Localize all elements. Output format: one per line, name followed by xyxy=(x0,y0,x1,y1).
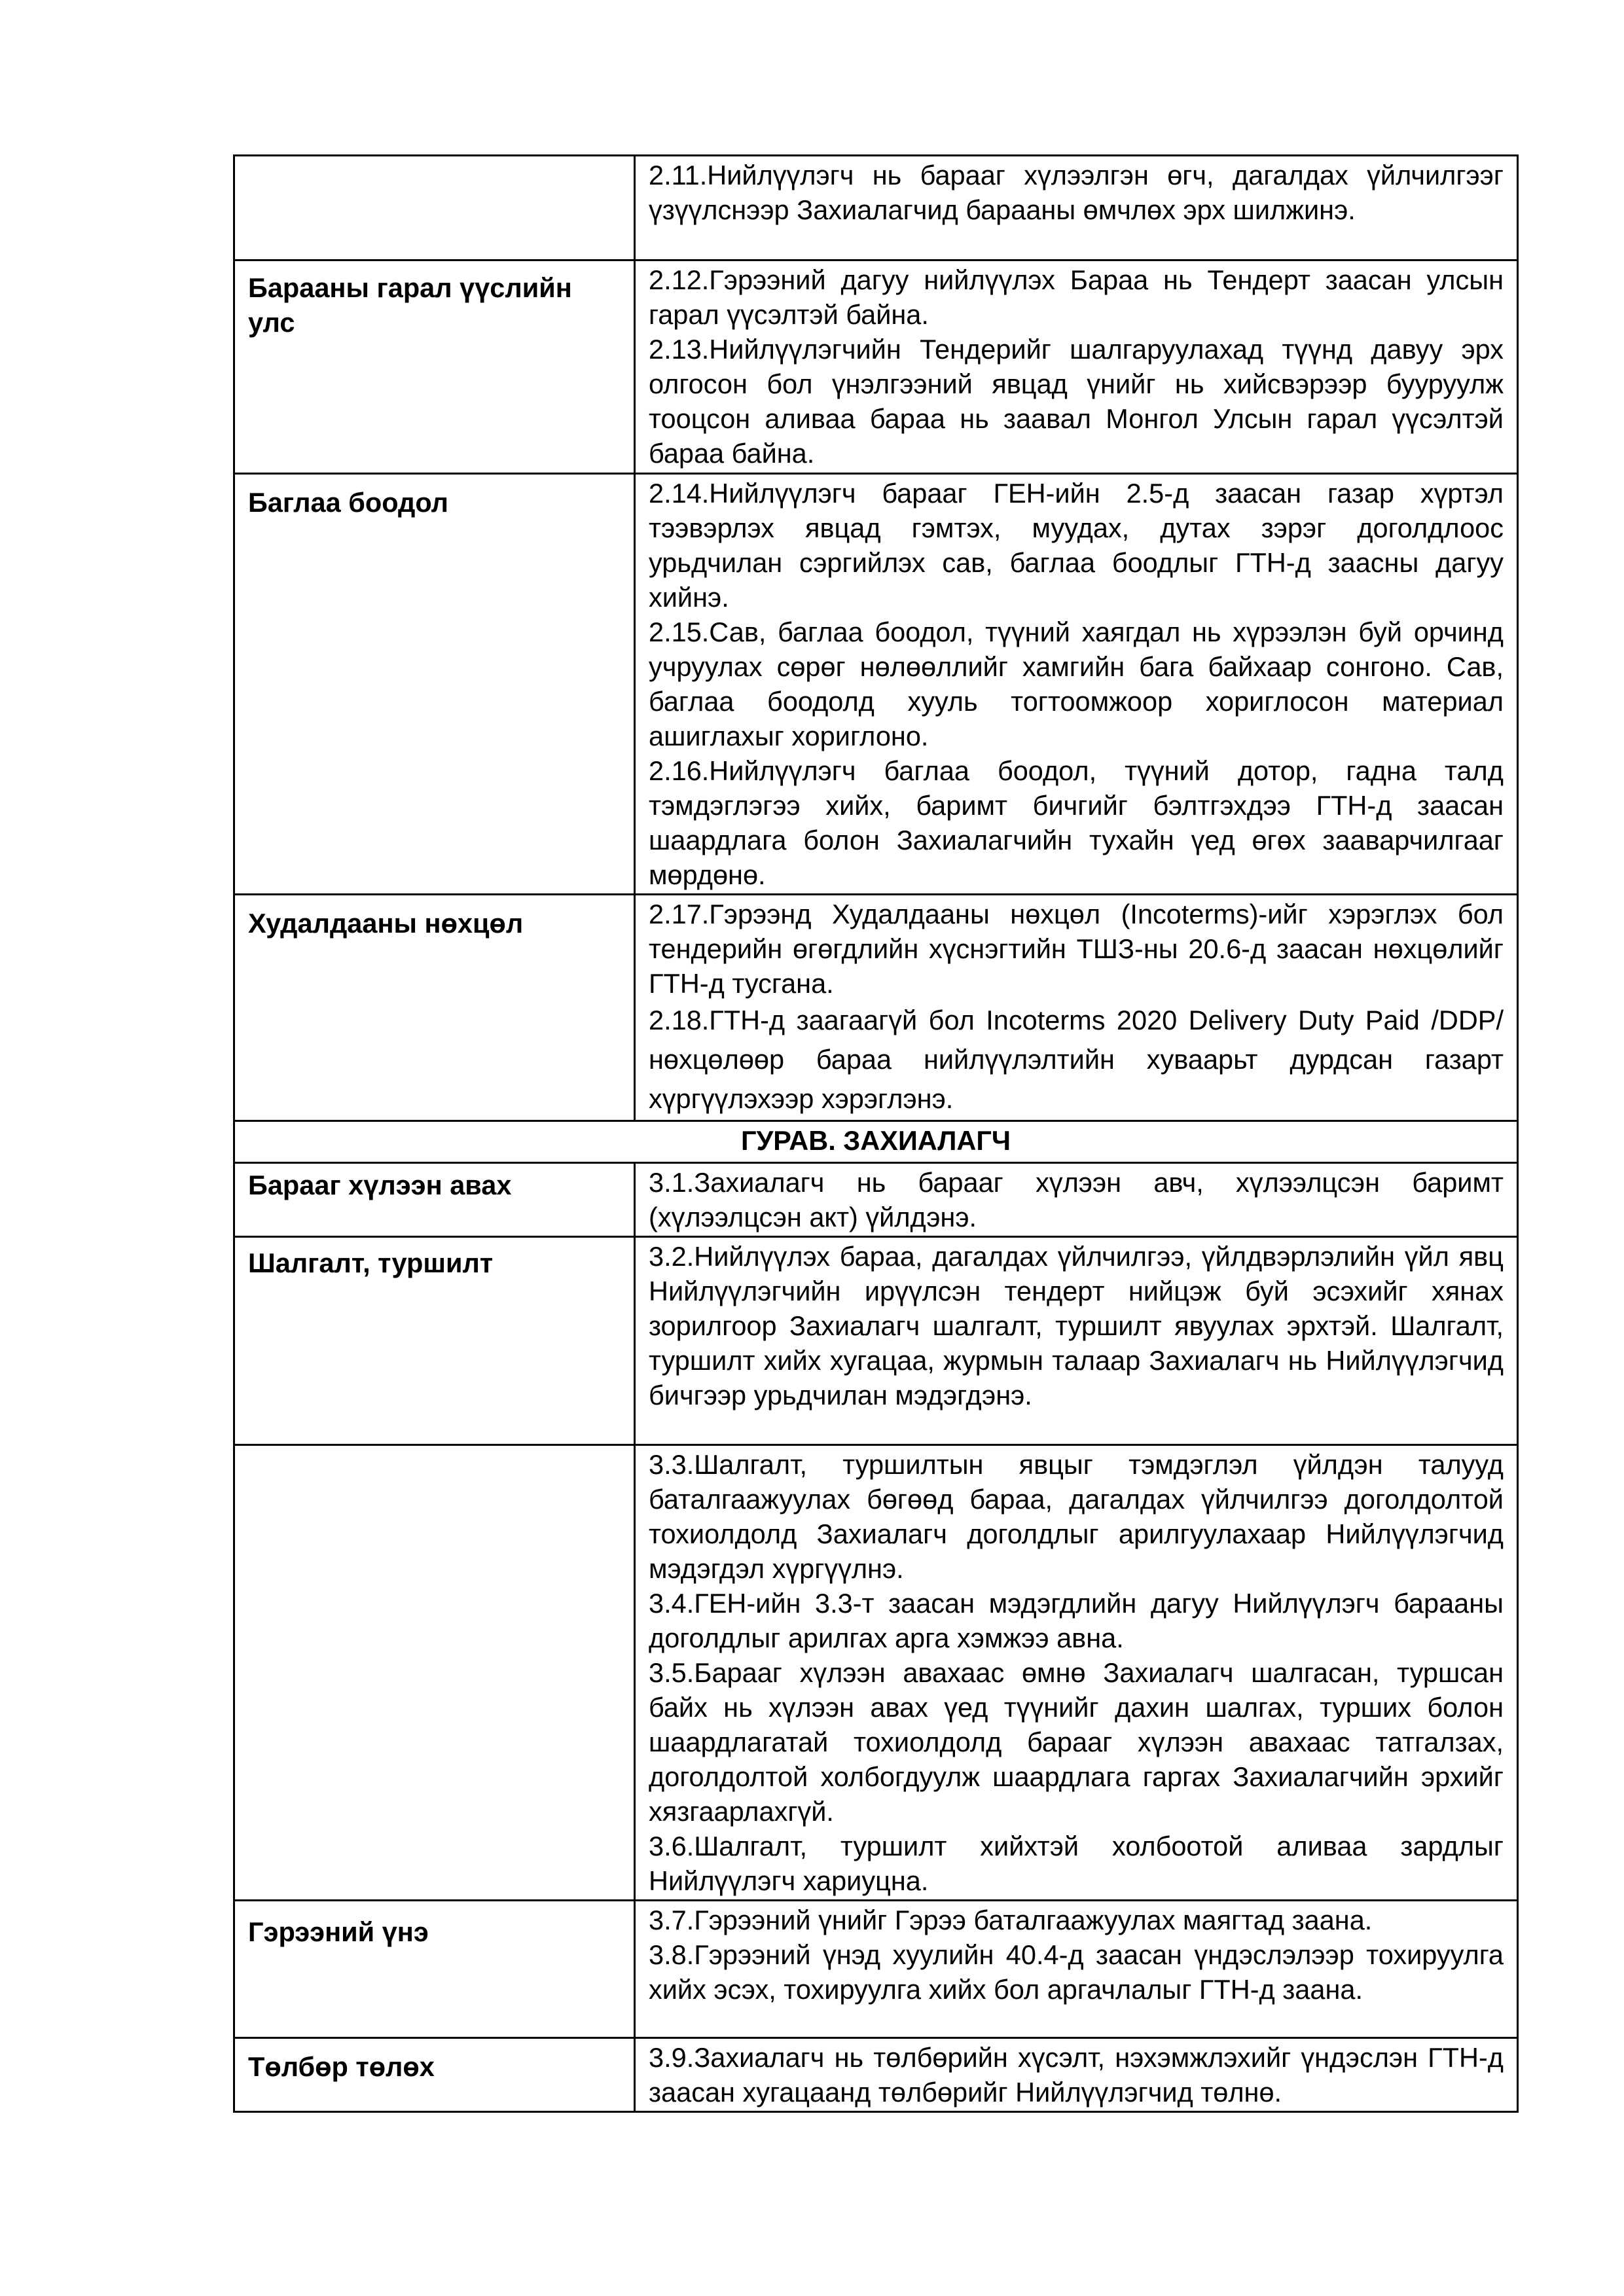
row-content xyxy=(635,1237,1518,1445)
row-content xyxy=(635,260,1518,474)
row-label-origin: Барааны гарал үүслийн улс xyxy=(234,260,635,474)
table-row xyxy=(234,156,1518,260)
table-row xyxy=(234,895,1518,1121)
table-row xyxy=(234,2038,1518,2112)
row-label-packaging: Баглаа боодол xyxy=(234,474,635,895)
clause-2-11: 2.11.Нийлүүлэгч нь барааг хүлээлгэн өгч, дагалдах үйлчилгээг үзүүлснээр Захиалагчид барааны өмчлөх эрх шилжинэ. xyxy=(649,160,1504,225)
row-label xyxy=(234,1445,635,1901)
clause-3-9: 3.9.Захиалагч нь төлбөрийн хүсэлт, нэхэмжлэхийг үндэслэн ГТН-д заасан хугацаанд төлбөрийг Нийлүүлэгчид төлнө. xyxy=(649,2042,1504,2108)
row-content xyxy=(635,474,1518,895)
clause-3-5: 3.5.Барааг хүлээн авахаас өмнө Захиалагч шалгасан, туршсан байх нь хүлээн авах үед түүнийг дахин шалгах, турших болон шаардлагатай тохиолдолд барааг хүлээн авахаас татгалзах, доголдолтой холбогдуулж шаардлага гаргах Захиалагчийн эрхийг хязгаарлахгүй. xyxy=(649,1657,1504,1827)
table-row xyxy=(234,260,1518,474)
row-content xyxy=(635,156,1518,260)
row-label-trade-terms: Худалдааны нөхцөл xyxy=(234,895,635,1121)
clause-3-6: 3.6.Шалгалт, туршилт хийхтэй холбоотой аливаа зардлыг Нийлүүлэгч хариуцна. xyxy=(649,1831,1504,1896)
table-row xyxy=(234,474,1518,895)
table-row xyxy=(234,1901,1518,2038)
clause-2-17: 2.17.Гэрээнд Худалдааны нөхцөл (Incoterms)-ийг хэрэглэх бол тендерийн өгөгдлийн хүснэгтийн ТШЗ-ны 20.6-д заасан нөхцөлийг ГТН-д тусгана. xyxy=(649,899,1504,999)
table-row xyxy=(234,1163,1518,1237)
clause-3-4: 3.4.ГЕН-ийн 3.3-т заасан мэдэгдлийн дагуу Нийлүүлэгч барааны доголдлыг арилгах арга хэмжээ авна. xyxy=(649,1588,1504,1653)
row-label-contract-price: Гэрээний үнэ xyxy=(234,1901,635,2038)
clause-2-14: 2.14.Нийлүүлэгч барааг ГЕН-ийн 2.5-д заасан газар хүртэл тээвэрлэх явцад гэмтэх, муудах, дутах зэрэг доголдлоос урьдчилан сэргийлэх сав, баглаа боодлыг ГТН-д заасны дагуу хийнэ. xyxy=(649,478,1504,613)
clause-3-3: 3.3.Шалгалт, туршилтын явцыг тэмдэглэл үйлдэн талууд баталгаажуулах бөгөөд бараа, дагалдах үйлчилгээ доголдолтой тохиолдолд Захиалагч доголдлыг арилгуулахаар Нийлүүлэгчид мэдэгдэл хүргүүлнэ. xyxy=(649,1449,1504,1584)
clause-3-2: 3.2.Нийлүүлэх бараа, дагалдах үйлчилгээ, үйлдвэрлэлийн үйл явц Нийлүүлэгчийн ирүүлсэн тендерт нийцэж буй эсэхийг хянах зорилгоор Захиалагч шалгалт, туршилт явуулах эрхтэй. Шалгалт, туршилт хийх хугацаа, журмын талаар Захиалагч нь Нийлүүлэгчид бичгээр урьдчилан мэдэгдэнэ. xyxy=(649,1241,1504,1410)
row-content xyxy=(635,1901,1518,2038)
contract-terms-table xyxy=(233,154,1519,2113)
row-label-payment: Төлбөр төлөх xyxy=(234,2038,635,2112)
clause-2-13: 2.13.Нийлүүлэгчийн Тендерийг шалгаруулахад түүнд давуу эрх олгосон бол үнэлгээний явцад үнийг нь хийсвэрээр бууруулж тооцсон аливаа бараа нь заавал Монгол Улсын гарал үүсэлтэй бараа байна. xyxy=(649,334,1504,469)
row-content xyxy=(635,2038,1518,2112)
clause-2-15: 2.15.Сав, баглаа боодол, түүний хаягдал нь хүрээлэн буй орчинд учруулах сөрөг нөлөөллийг хамгийн бага байхаар сонгоно. Сав, баглаа боодолд хууль тогтоомжоор хориглосон материал ашиглахыг хориглоно. xyxy=(649,617,1504,751)
section-heading-row xyxy=(234,1121,1518,1163)
section-heading: ГУРАВ. ЗАХИАЛАГЧ xyxy=(234,1121,1518,1163)
clause-2-12: 2.12.Гэрээний дагуу нийлүүлэх Бараа нь Тендерт заасан улсын гарал үүсэлтэй байна. xyxy=(649,264,1504,330)
clause-2-18: 2.18.ГТН-д заагаагүй бол Incoterms 2020 Delivery Duty Paid /DDP/ нөхцөлөөр бараа нийлүүлэлтийн хуваарьт дурдсан газарт хүргүүлэхээр хэрэглэнэ. xyxy=(649,1005,1504,1114)
row-content xyxy=(635,895,1518,1121)
row-label-inspection: Шалгалт, туршилт xyxy=(234,1237,635,1445)
clause-3-7: 3.7.Гэрээний үнийг Гэрээ баталгаажуулах маягтад заана. xyxy=(649,1905,1373,1935)
row-label-receive-goods: Барааг хүлээн авах xyxy=(234,1163,635,1237)
clause-2-16: 2.16.Нийлүүлэгч баглаа боодол, түүний дотор, гадна талд тэмдэглэгээ хийх, баримт бичгийг бэлтгэхдээ ГТН-д заасан шаардлага болон Захиалагчийн тухайн үед өгөх зааварчилгааг мөрдөнө. xyxy=(649,755,1504,890)
clause-3-1: 3.1.Захиалагч нь барааг хүлээн авч, хүлээлцсэн баримт (хүлээлцсэн акт) үйлдэнэ. xyxy=(649,1167,1504,1232)
row-content xyxy=(635,1445,1518,1901)
table-row xyxy=(234,1445,1518,1901)
row-content xyxy=(635,1163,1518,1237)
row-label xyxy=(234,156,635,260)
table-row xyxy=(234,1237,1518,1445)
clause-3-8: 3.8.Гэрээний үнэд хуулийн 40.4-д заасан үндэслэлээр тохируулга хийх эсэх, тохируулга хийх бол аргачлалыг ГТН-д заана. xyxy=(649,1939,1504,2005)
